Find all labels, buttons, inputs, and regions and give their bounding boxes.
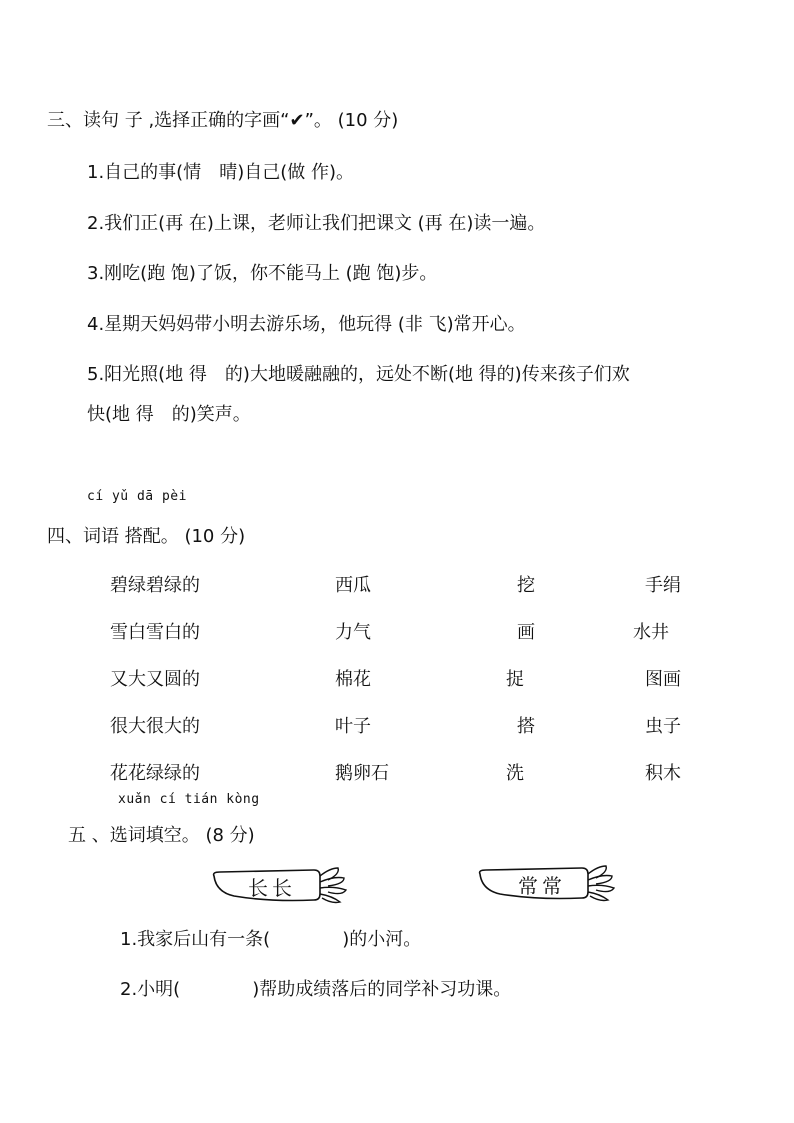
col1-item: 花花绿绿的 xyxy=(110,763,200,784)
section3-item-4: 4.星期天妈妈带小明去游乐场，他玩得 (非 飞)常开心。 xyxy=(87,314,526,335)
col1-item: 雪白雪白的 xyxy=(110,622,200,643)
word-card-label: 常常 xyxy=(518,874,566,898)
col2-item: 鹅卵石 xyxy=(335,763,389,784)
section3-heading: 三、读句 子 ,选择正确的字画“✔”。 (10 分) xyxy=(47,110,399,131)
col4-item: 图画 xyxy=(645,669,681,690)
col4-item: 水井 xyxy=(633,622,669,643)
col2-item: 力气 xyxy=(335,622,371,643)
col4-item: 积木 xyxy=(645,763,681,784)
col4-item: 虫子 xyxy=(645,716,681,737)
col2-item: 西瓜 xyxy=(335,575,371,596)
word-card-label: 长长 xyxy=(248,876,296,900)
section3-item-2: 2.我们正(再 在)上课，老师让我们把课文 (再 在)读一遍。 xyxy=(87,213,546,234)
section3-item-5: 5.阳光照(地 得 的)大地暖融融的，远处不断(地 得的)传来孩子们欢 xyxy=(87,364,630,385)
col3-item: 挖 xyxy=(517,575,535,596)
section4-heading: 四、词语 搭配。 (10 分) xyxy=(47,526,246,547)
section5-heading: 五 、选词填空。 (8 分) xyxy=(68,825,255,846)
col3-item: 画 xyxy=(517,622,535,643)
col3-item: 洗 xyxy=(506,763,524,784)
section5-item-1: 1.我家后山有一条( )的小河。 xyxy=(120,929,422,950)
col1-item: 又大又圆的 xyxy=(110,669,200,690)
section3-item-5-cont: 快(地 得 的)笑声。 xyxy=(87,404,251,425)
section4-pinyin: cí yǔ dā pèi xyxy=(87,489,187,504)
col3-item: 搭 xyxy=(517,716,535,737)
col1-item: 很大很大的 xyxy=(110,716,200,737)
col2-item: 棉花 xyxy=(335,669,371,690)
col3-item: 捉 xyxy=(506,669,524,690)
section3-item-1: 1.自己的事(情 晴)自己(做 作)。 xyxy=(87,162,354,183)
section5-item-2: 2.小明( )帮助成绩落后的同学补习功课。 xyxy=(120,979,512,1000)
word-card-carrot xyxy=(476,860,622,906)
section5-pinyin: xuǎn cí tián kòng xyxy=(118,792,260,807)
word-card-carrot xyxy=(210,862,354,908)
col1-item: 碧绿碧绿的 xyxy=(110,575,200,596)
col4-item: 手绢 xyxy=(645,575,681,596)
section3-item-3: 3.刚吃(跑 饱)了饭，你不能马上 (跑 饱)步。 xyxy=(87,263,438,284)
col2-item: 叶子 xyxy=(335,716,371,737)
